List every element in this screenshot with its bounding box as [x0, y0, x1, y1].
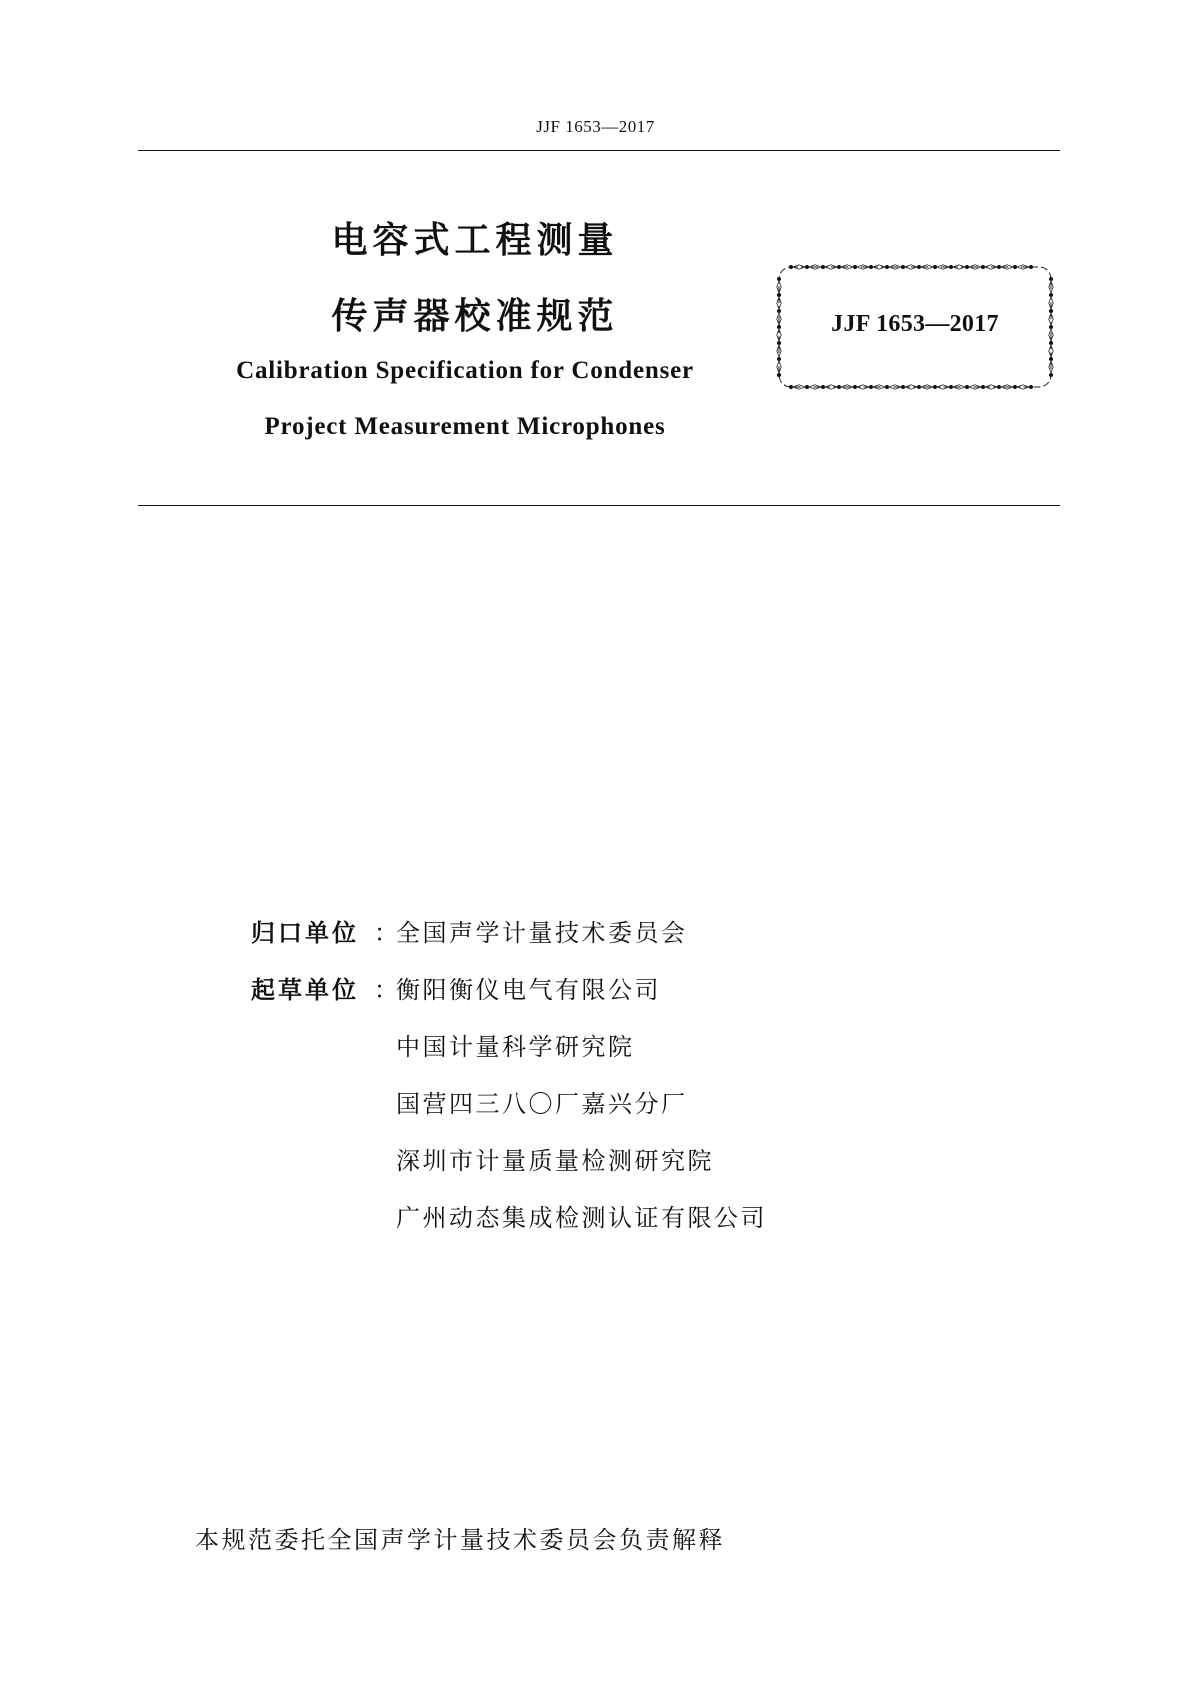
frame-dot	[1029, 265, 1033, 269]
title-cn-line2: 传声器校准规范	[331, 296, 619, 337]
title-en-line2: Project Measurement Microphones	[264, 413, 666, 440]
standard-code-box	[775, 263, 1055, 391]
standard-code: JJF 1653—2017	[831, 311, 999, 337]
title-en-line1: Calibration Specification for Condenser	[236, 357, 694, 384]
responsible-unit-label: 归口单位	[251, 919, 359, 947]
drafting-unit-colon: ：	[374, 976, 398, 1004]
drafting-unit-label: 起草单位	[251, 976, 359, 1004]
responsible-unit-value: 全国声学计量技术委员会	[396, 919, 688, 947]
drafting-unit-3: 国营四三八〇厂嘉兴分厂	[396, 1090, 688, 1118]
drafting-unit-5: 广州动态集成检测认证有限公司	[396, 1204, 767, 1232]
frame-dot	[1049, 373, 1053, 377]
drafting-unit-1: 衡阳衡仪电气有限公司	[396, 976, 661, 1004]
responsible-unit-colon: ：	[374, 919, 398, 947]
frame-dot	[1029, 385, 1033, 389]
drafting-unit-4: 深圳市计量质量检测研究院	[396, 1147, 714, 1175]
frame-dot	[777, 373, 781, 377]
drafting-unit-2: 中国计量科学研究院	[396, 1033, 635, 1061]
running-header-code: JJF 1653—2017	[536, 117, 655, 136]
title-cn-line1: 电容式工程测量	[331, 220, 619, 261]
interpretation-note: 本规范委托全国声学计量技术委员会负责解释	[195, 1526, 725, 1554]
header-rule	[138, 150, 1060, 151]
title-block-rule	[138, 505, 1060, 506]
